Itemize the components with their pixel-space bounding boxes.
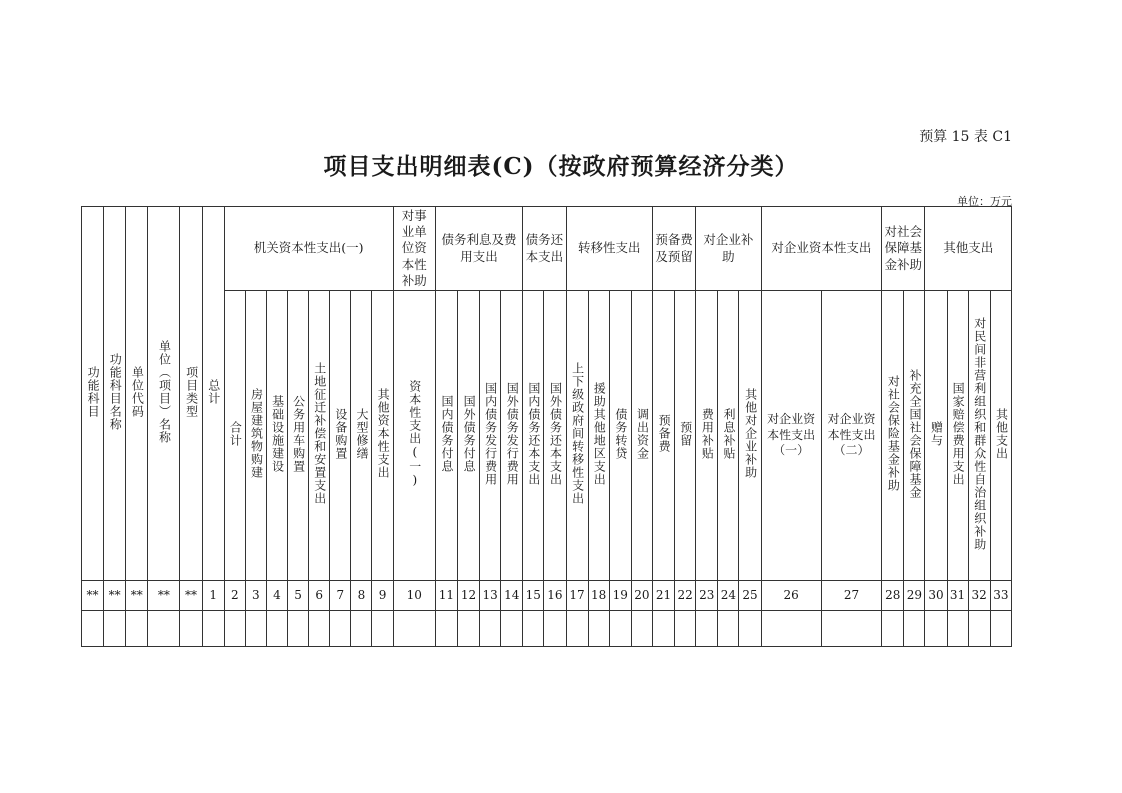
empty-cell [180,611,202,647]
index-cell: 5 [288,581,309,611]
index-cell: 32 [968,581,990,611]
index-cell: ** [148,581,180,611]
empty-cell [925,611,947,647]
empty-cell [148,611,180,647]
sub-header: 费用补贴 [700,407,715,460]
sub-header: 国内债务付息 [439,394,454,473]
group-header: 对企业资本性支出 [771,240,872,256]
empty-cell [523,611,544,647]
empty-cell [609,611,631,647]
index-cell: 4 [266,581,287,611]
sub-header: 利息补贴 [721,407,736,460]
empty-cell [652,611,674,647]
header-fixed-col: 总计 [206,378,221,405]
document-title: 项目支出明细表(C)（按政府预算经济分类） [323,153,799,180]
sub-header: 债务转贷 [613,407,628,460]
index-cell: 21 [652,581,674,611]
index-cell: ** [104,581,126,611]
index-cell: 19 [609,581,631,611]
empty-cell [675,611,696,647]
sub-header: 对民间非营利组织和群众性自治组织补助 [972,316,987,551]
index-cell: 16 [544,581,566,611]
group-header: 债务利息及费用支出 [441,232,517,264]
group-header: 对社会保障基金补助 [884,224,923,272]
empty-cell [435,611,457,647]
empty-cell [104,611,126,647]
empty-cell [696,611,718,647]
header-group-row [82,207,1012,291]
index-cell: 22 [675,581,696,611]
index-cell: 1 [202,581,224,611]
index-cell: 27 [821,581,881,611]
index-cell: 33 [990,581,1011,611]
sub-header: 补充全国社会保障基金 [907,368,922,499]
sub-header: 预备费 [657,414,672,454]
index-cell: 23 [696,581,718,611]
sub-header: 其他对企业补助 [743,388,758,480]
empty-cell [224,611,245,647]
index-cell: 31 [947,581,968,611]
empty-cell [393,611,435,647]
index-cell: 15 [523,581,544,611]
sub-header: 预留 [678,420,693,447]
group-header: 转移性支出 [577,240,641,256]
index-cell: 13 [480,581,501,611]
index-cell: 17 [566,581,588,611]
empty-cell [501,611,523,647]
empty-cell [245,611,266,647]
empty-cell [882,611,904,647]
header-fixed-col: 功能科目 [86,365,101,418]
sub-header: 赠与 [929,420,944,447]
empty-cell [202,611,224,647]
sub-header: 对社会保险基金补助 [886,375,901,493]
index-cell: ** [180,581,202,611]
group-header: 预备费及预留 [655,232,693,264]
expenditure-table [81,206,1012,647]
group-header: 债务还本支出 [525,232,564,264]
index-cell: 26 [761,581,821,611]
sub-header: 资本性支出(一) [407,379,422,488]
sub-header: 援助其他地区支出 [592,381,607,486]
index-cell: 12 [457,581,479,611]
empty-cell [351,611,372,647]
index-cell: ** [82,581,104,611]
index-cell: 8 [351,581,372,611]
group-header: 对事业单位资本性补助 [401,207,427,288]
header-fixed-col: 项目类型 [184,365,199,418]
empty-cell [821,611,881,647]
sub-header: 国内债务发行费用 [483,381,498,486]
header-fixed-col: 功能科目名称 [108,352,123,431]
sub-header: 合计 [228,420,243,447]
group-header: 对企业补助 [703,232,754,264]
sub-header: 国外债务付息 [462,394,477,473]
header-fixed-col: 单位代码 [130,365,145,418]
sub-header: 设备购置 [333,407,348,460]
empty-cell [990,611,1011,647]
sub-header: 基础设施建设 [270,394,285,473]
index-cell: 20 [631,581,652,611]
empty-cell [631,611,652,647]
index-cell: 2 [224,581,245,611]
unit-label: 单位：万元 [957,195,1012,208]
empty-cell [544,611,566,647]
sub-header: 对企业资本性支出（二） [827,412,876,458]
document-code: 预算 15 表 C1 [919,129,1012,145]
sub-header: 其他资本性支出 [376,388,391,480]
sub-header: 国内债务还本支出 [526,381,541,486]
index-cell: 7 [330,581,351,611]
sub-header: 公务用车购置 [291,394,306,473]
sub-header: 国外债务还本支出 [548,381,563,486]
group-header: 机关资本性支出(一) [253,240,364,256]
empty-cell [480,611,501,647]
empty-cell [330,611,351,647]
sub-header: 国外债务发行费用 [505,381,520,486]
index-cell: 14 [501,581,523,611]
empty-cell [718,611,739,647]
sub-header: 国家赔偿费用支出 [951,381,966,486]
sub-header: 对企业资本性支出（一） [767,412,816,458]
empty-cell [947,611,968,647]
index-cell: 11 [435,581,457,611]
empty-cell [761,611,821,647]
sub-header: 上下级政府间转移性支出 [570,362,585,506]
empty-cell [739,611,761,647]
empty-cell [457,611,479,647]
sub-header: 其他支出 [994,407,1009,460]
index-cell: 10 [393,581,435,611]
empty-cell [82,611,104,647]
empty-cell [266,611,287,647]
empty-cell [309,611,330,647]
sub-header: 房屋建筑物购建 [249,388,264,480]
empty-cell [588,611,609,647]
sub-header: 土地征迁补偿和安置支出 [312,362,327,506]
index-cell: 24 [718,581,739,611]
empty-cell [968,611,990,647]
group-header: 其他支出 [943,240,994,256]
empty-cell [566,611,588,647]
index-cell: 6 [309,581,330,611]
empty-cell [372,611,393,647]
header-fixed-col: 单位（项目）名称 [157,339,172,444]
empty-cell [288,611,309,647]
sub-header: 调出资金 [635,407,650,460]
index-cell: 25 [739,581,761,611]
index-cell: 29 [904,581,925,611]
index-row [82,581,1012,611]
empty-cell [126,611,148,647]
sub-header: 大型修缮 [355,407,369,460]
index-cell: 3 [245,581,266,611]
index-cell: ** [126,581,148,611]
index-cell: 30 [925,581,947,611]
empty-cell [904,611,925,647]
index-cell: 28 [882,581,904,611]
blank-data-row [82,611,1012,647]
index-cell: 9 [372,581,393,611]
index-cell: 18 [588,581,609,611]
